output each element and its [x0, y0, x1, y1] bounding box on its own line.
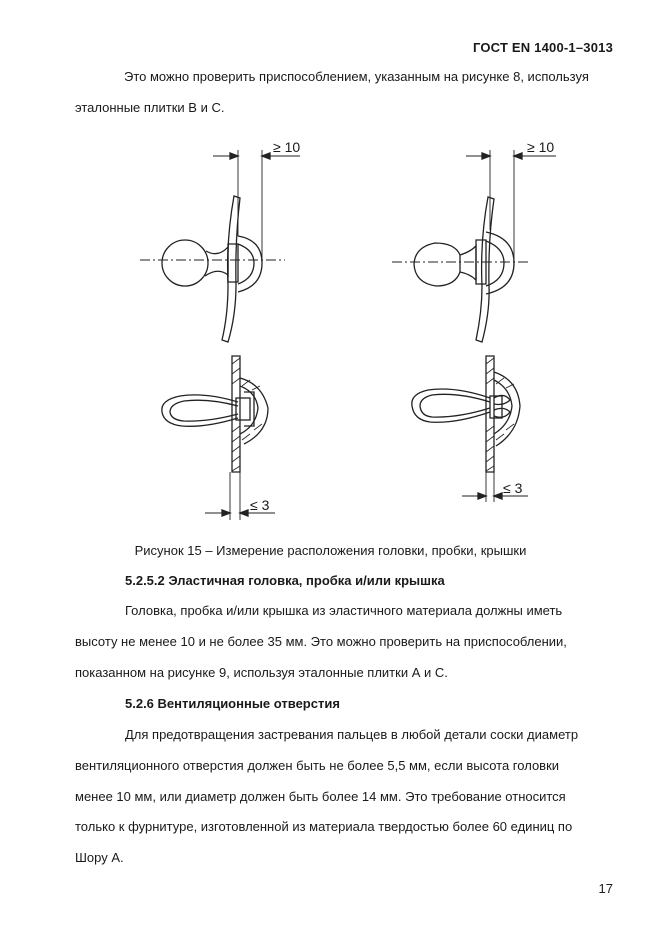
page-number: 17: [598, 881, 613, 896]
intro-line-1: Это можно проверить приспособлением, указанным на рисунке 8, используя: [124, 69, 589, 84]
dim-label-top-right: ≥ 10: [527, 139, 555, 155]
dim-label-top-left: ≥ 10: [273, 139, 301, 155]
dim-label-bottom-right: ≤ 3: [503, 480, 523, 496]
section-heading-5-2-6: 5.2.6 Вентиляционные отверстия: [125, 696, 340, 711]
dim-label-bottom-left: ≤ 3: [250, 497, 270, 513]
figure-caption: Рисунок 15 – Измерение расположения головки, пробки, крышки: [134, 543, 527, 558]
section-2-line-5: Шору А.: [75, 850, 124, 865]
section-heading-5-2-5-2: 5.2.5.2 Эластичная головка, пробка и/или крышка: [125, 573, 445, 588]
section-1-line-1: Головка, пробка и/или крышка из эластичного материала должны иметь: [125, 603, 563, 618]
standard-header: ГОСТ EN 1400-1–3013: [472, 40, 613, 55]
section-1-line-2: высоту не менее 10 и не более 35 мм. Это можно проверить на приспособлении,: [75, 634, 567, 649]
section-2-line-3: менее 10 мм, или диаметр должен быть более 14 мм. Это требование относится: [75, 789, 566, 804]
pacifier-top-left: [140, 150, 300, 342]
pacifier-bottom-left: [162, 356, 275, 520]
section-2-line-4: только к фурнитуре, изготовленной из материала твердостью более 60 единиц по: [75, 819, 573, 834]
section-1-line-3: показанном на рисунке 9, используя эталонные плитки А и С.: [75, 665, 448, 680]
intro-line-2: эталонные плитки В и С.: [75, 100, 225, 115]
pacifier-top-right: [392, 150, 556, 342]
section-2-line-1: Для предотвращения застревания пальцев в любой детали соски диаметр: [125, 727, 579, 742]
section-2-line-2: вентиляционного отверстия должен быть не более 5,5 мм, если высота головки: [75, 758, 560, 773]
